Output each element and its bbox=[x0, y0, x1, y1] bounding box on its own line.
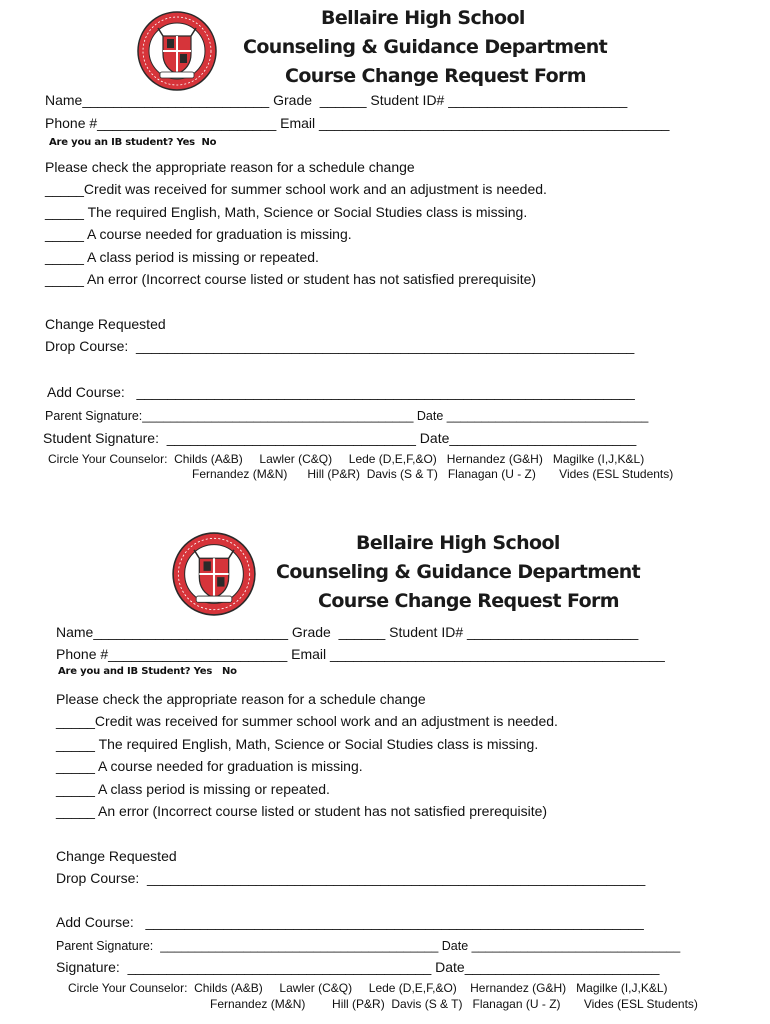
reason-option[interactable]: _____ The required English, Math, Science or Social Studies class is missing. bbox=[45, 204, 528, 220]
phone-email-row[interactable]: Phone #_______________________ Email ___________________________________________ bbox=[56, 646, 665, 662]
reason-heading: Please check the appropriate reason for a schedule change bbox=[56, 691, 426, 707]
change-requested-label: Change Requested bbox=[56, 848, 177, 864]
signature-field[interactable]: Signature: _______________________________________ Date_________________________ bbox=[56, 959, 660, 975]
reason-option[interactable]: _____ A class period is missing or repeated. bbox=[56, 781, 330, 797]
drop-course-field[interactable]: Drop Course: ________________________________________________________________ bbox=[45, 338, 635, 354]
parent-signature-field[interactable]: Parent Signature:_______________________________________ Date _____________________________ bbox=[45, 409, 649, 423]
ib-student-question[interactable]: Are you an IB student? Yes No bbox=[49, 137, 217, 148]
department-name: Counseling & Guidance Department bbox=[276, 561, 641, 583]
add-course-field[interactable]: Add Course: ________________________________________________________________ bbox=[56, 914, 644, 930]
name-grade-id-row[interactable]: Name________________________ Grade ______ Student ID# _______________________ bbox=[45, 92, 628, 108]
form-title: Course Change Request Form bbox=[318, 590, 619, 612]
drop-course-field[interactable]: Drop Course: ________________________________________________________________ bbox=[56, 870, 646, 886]
student-signature-field[interactable]: Student Signature: ________________________________ Date________________________ bbox=[43, 430, 637, 446]
change-requested-label: Change Requested bbox=[45, 316, 166, 332]
counselor-list-row[interactable]: Circle Your Counselor: Childs (A&B) Lawler (C&Q) Lede (D,E,F,&O) Hernandez (G&H) Magilke (I,J,K&L) bbox=[48, 452, 645, 466]
reason-option[interactable]: _____ The required English, Math, Science or Social Studies class is missing. bbox=[56, 736, 539, 752]
reason-option[interactable]: _____Credit was received for summer school work and an adjustment is needed. bbox=[56, 713, 558, 729]
department-name: Counseling & Guidance Department bbox=[243, 36, 608, 58]
name-grade-id-row[interactable]: Name_________________________ Grade ______ Student ID# ______________________ bbox=[56, 624, 639, 640]
counselor-list-row[interactable]: Fernandez (M&N) Hill (P&R) Davis (S & T) Flanagan (U - Z) Vides (ESL Students) bbox=[210, 997, 698, 1011]
counselor-list-row[interactable]: Fernandez (M&N) Hill (P&R) Davis (S & T) Flanagan (U - Z) Vides (ESL Students) bbox=[192, 467, 674, 481]
reason-option[interactable]: _____ A course needed for graduation is missing. bbox=[56, 758, 363, 774]
reason-option[interactable]: _____Credit was received for summer school work and an adjustment is needed. bbox=[45, 181, 547, 197]
school-name: Bellaire High School bbox=[321, 7, 525, 29]
reason-heading: Please check the appropriate reason for a schedule change bbox=[45, 159, 415, 175]
add-course-field[interactable]: Add Course: ________________________________________________________________ bbox=[47, 384, 635, 400]
reason-option[interactable]: _____ A class period is missing or repeated. bbox=[45, 249, 319, 265]
counselor-list-row[interactable]: Circle Your Counselor: Childs (A&B) Lawler (C&Q) Lede (D,E,F,&O) Hernandez (G&H) Magilke (I,J,K&L) bbox=[68, 981, 668, 995]
phone-email-row[interactable]: Phone #_______________________ Email _____________________________________________ bbox=[45, 115, 670, 131]
reason-option[interactable]: _____ An error (Incorrect course listed or student has not satisfied prerequisite) bbox=[56, 803, 548, 819]
parent-signature-field[interactable]: Parent Signature: ________________________________________ Date ______________________________ bbox=[56, 939, 681, 953]
ib-student-question[interactable]: Are you and IB Student? Yes No bbox=[58, 666, 237, 677]
form-title: Course Change Request Form bbox=[285, 65, 586, 87]
school-name: Bellaire High School bbox=[356, 532, 560, 554]
reason-option[interactable]: _____ A course needed for graduation is missing. bbox=[45, 226, 352, 242]
school-seal-logo bbox=[171, 531, 257, 617]
school-seal-logo bbox=[136, 10, 218, 92]
reason-option[interactable]: _____ An error (Incorrect course listed or student has not satisfied prerequisite) bbox=[45, 271, 537, 287]
